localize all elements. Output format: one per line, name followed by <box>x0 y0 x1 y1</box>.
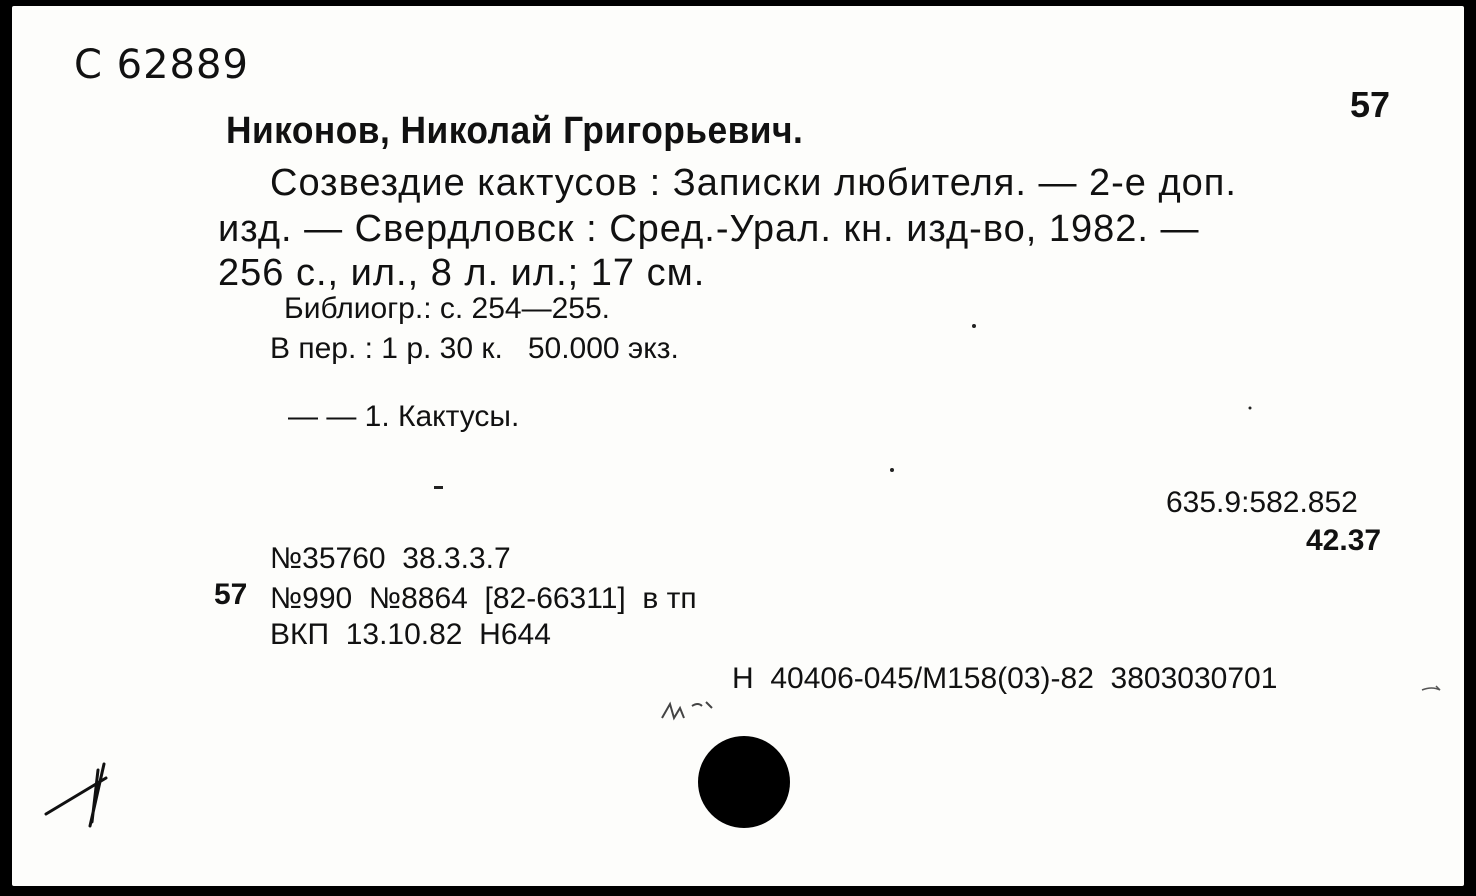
pen-stroke-mark <box>1422 686 1440 690</box>
speck <box>1249 407 1252 410</box>
handwritten-initials-mark <box>662 702 712 718</box>
call-number: С 62889 <box>74 42 249 88</box>
speck <box>890 468 894 472</box>
punch-hole <box>698 736 790 828</box>
author-heading: Никонов, Николай Григорьевич. <box>226 110 804 152</box>
page-number: 57 <box>1350 84 1391 125</box>
handwritten-marks <box>12 6 1464 886</box>
registration-line-3: ВКП 13.10.82 Н644 <box>270 618 551 651</box>
bbk-index: 42.37 <box>1306 524 1382 557</box>
registration-line-2: №990 №8864 [82-66311] в тп <box>270 582 697 615</box>
registration-line-2-prefix: 57 <box>214 578 248 611</box>
subject-heading: — — 1. Кактусы. <box>288 400 520 433</box>
speck <box>434 486 443 489</box>
speck <box>972 324 976 328</box>
udc-index: 635.9:582.852 <box>1166 486 1358 519</box>
title-line-1: Созвездие кактусов : Записки любителя. — 2-е доп. <box>270 162 1237 204</box>
catalog-code: Н 40406-045/М158(03)-82 3803030701 <box>732 662 1278 695</box>
registration-line-1: №35760 38.3.3.7 <box>270 542 511 575</box>
price-line: В пер. : 1 р. 30 к. 50.000 экз. <box>270 332 679 365</box>
catalog-card <box>12 6 1464 886</box>
title-line-3: 256 с., ил., 8 л. ил.; 17 см. <box>218 252 706 294</box>
handwritten-one-mark <box>46 764 106 826</box>
bibliography-note: Библиогр.: с. 254—255. <box>284 292 610 325</box>
title-line-2: изд. — Свердловск : Сред.-Урал. кн. изд-во, 1982. — <box>218 208 1200 250</box>
